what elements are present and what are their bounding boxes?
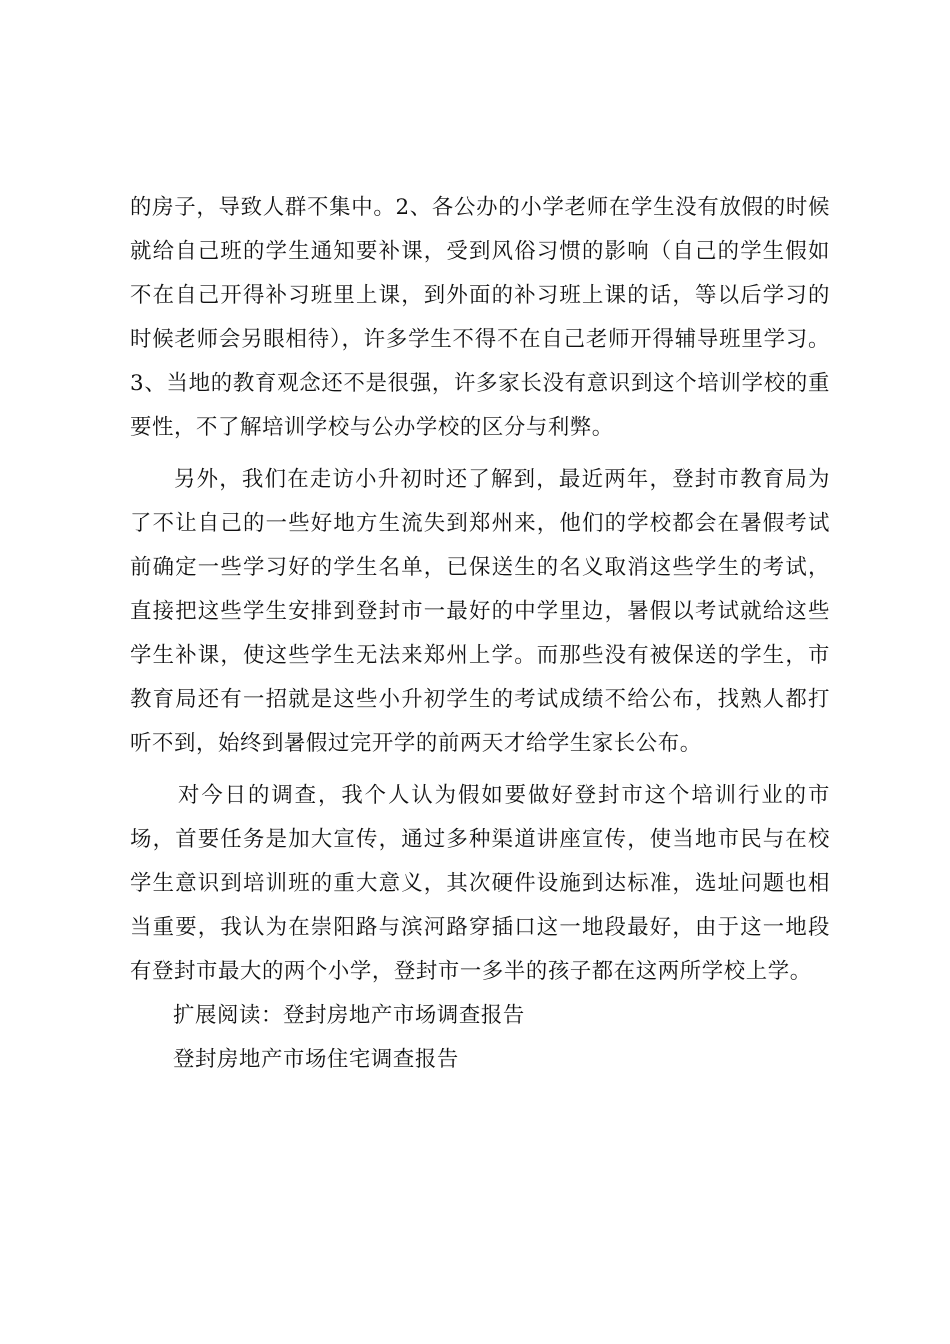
document-body	[130, 186, 830, 1082]
next-report-title: 登封房地产市场住宅调查报告	[173, 1047, 459, 1072]
extended-reading-label: 扩展阅读：登封房地产市场调查报告	[173, 1003, 525, 1028]
paragraph-secondary-findings: 另外，我们在走访小升初时还了解到，最近两年，登封市教育局为了不让自己的一些好地方生流失到郑州来，他们的学校都会在暑假考试前确定一些学习好的学生名单，已保送生的名义取消这些学生的考试，直接把这些学生安排到登封市一最好的中学里边，暑假以考试就给这些学生补课，使这些学生无法来郑州上学。而那些没有被保送的学生，市教育局还有一招就是这些小升初学生的考试成绩不给公布，找熟人都打听不到，始终到暑假过完开学的前两天才给学生家长公布。	[130, 467, 830, 756]
paragraph-continuation: 的房子，导致人群不集中。2、各公办的小学老师在学生没有放假的时候就给自己班的学生通知要补课，受到风俗习惯的影响（自己的学生假如不在自己开得补习班里上课，到外面的补习班上课的话，等以后学习的时候老师会另眼相待），许多学生不得不在自己老师开得辅导班里学习。3、当地的教育观念还不是很强，许多家长没有意识到这个培训学校的重要性，不了解培训学校与公办学校的区分与利弊。	[130, 195, 830, 440]
paragraph-conclusion: 对今日的调查，我个人认为假如要做好登封市这个培训行业的市场，首要任务是加大宣传，通过多种渠道讲座宣传，使当地市民与在校学生意识到培训班的重大意义，其次硬件设施到达标准，选址问题也相当重要，我认为在崇阳路与滨河路穿插口这一地段最好，由于这一地段有登封市最大的两个小学，登封市一多半的孩子都在这两所学校上学。	[130, 783, 830, 984]
